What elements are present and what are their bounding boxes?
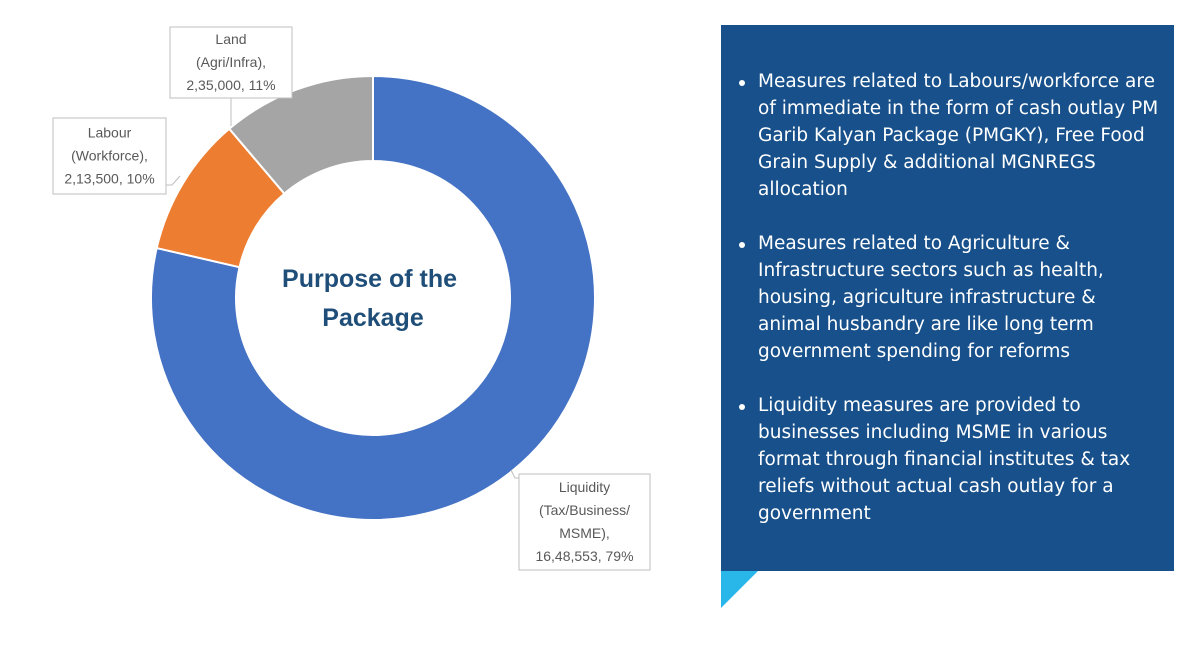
panel-accent-tab — [721, 571, 758, 608]
data-label-text: Liquidity — [558, 479, 611, 495]
bullet-text: Measures related to Agriculture & Infrastructure sectors such as health, housing, agriculture infrastructure & animal husbandry are like long term government spending for reforms — [758, 233, 1104, 362]
data-label-text: MSME), — [559, 525, 610, 541]
chart-center-title-line-1: Purpose of the — [282, 265, 458, 293]
bullet-text: Measures related to Labours/workforce are of immediate in the form of cash outlay PM Garib Kalyan Package (PMGKY), Free Food Grain Supply & additional MGNREGS allocation — [758, 71, 1159, 200]
data-label-liquidity — [511, 470, 650, 570]
bullet-dot — [739, 80, 745, 86]
bullet-item-agriculture — [735, 230, 1160, 365]
data-label-text: Land — [215, 31, 247, 47]
data-label-text: (Agri/Infra), — [195, 54, 267, 70]
data-label-text: 2,35,000, 11% — [186, 77, 276, 93]
bullet-item-labour — [735, 68, 1160, 203]
bullet-text: Liquidity measures are provided to businesses including MSME in various format through financial institutes & tax reliefs without actual cash outlay for a government — [758, 395, 1131, 524]
data-label-text: (Tax/Business/ — [538, 502, 631, 518]
bullet-dot — [739, 242, 745, 248]
bullet-item-liquidity — [735, 392, 1160, 527]
data-label-text: Labour — [87, 124, 132, 141]
data-label-text: 2,13,500, 10% — [64, 170, 155, 187]
data-label-text: (Workforce), — [71, 147, 148, 164]
data-label-text: 16,48,553, 79% — [535, 548, 634, 564]
bullet-dot — [739, 404, 745, 410]
data-label-labour — [53, 118, 180, 194]
chart-center-title — [282, 265, 464, 332]
chart-center-title-line-2: Package — [322, 304, 424, 332]
info-panel — [721, 25, 1174, 571]
bullet-list — [735, 68, 1160, 554]
data-label-leader-line — [166, 176, 180, 185]
